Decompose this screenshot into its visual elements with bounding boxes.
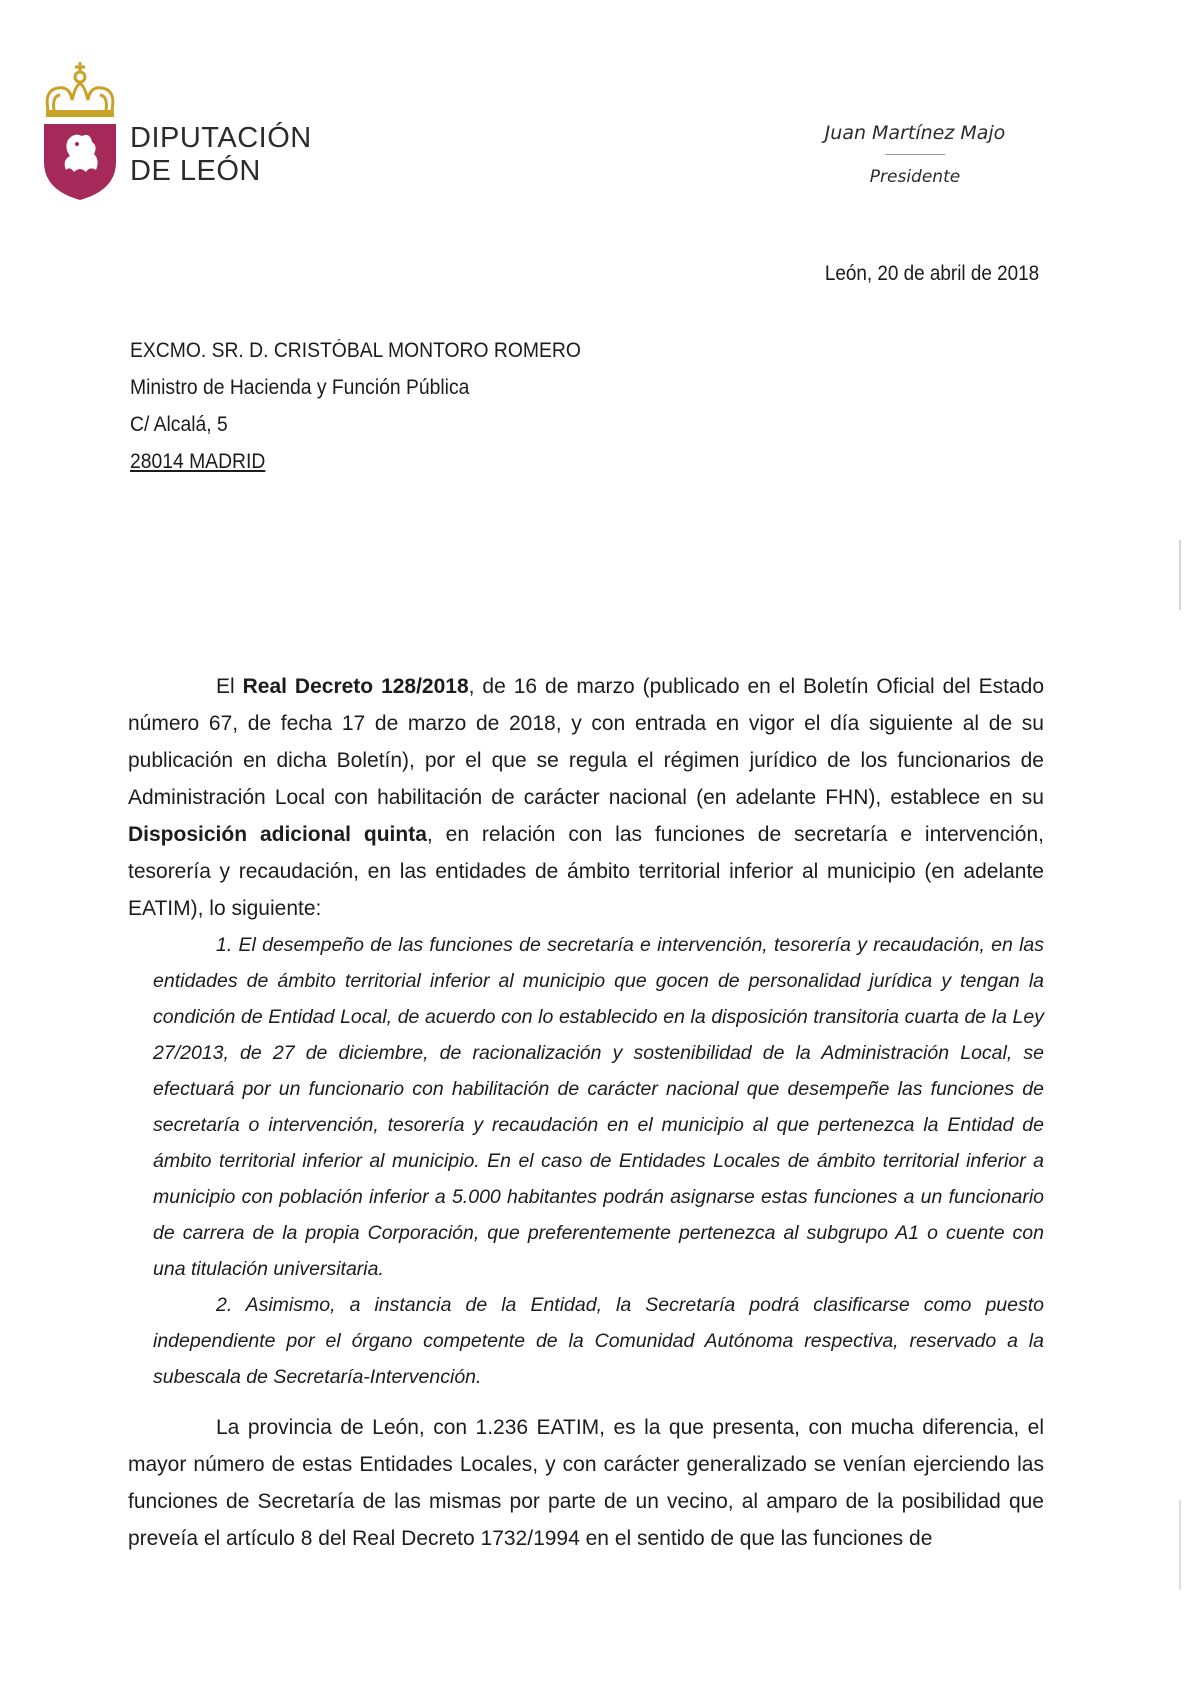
org-name-line1: DIPUTACIÓN (130, 122, 312, 154)
quoted-clause-1: 1. El desempeño de las funciones de secretaría e intervención, tesorería y recaudación, en las entidades de ámbito territorial inferior al municipio que gocen de personalidad jurídica y tengan la condición de Entidad Local, de acuerdo con lo establecido en la disposición transitoria cuarta de la Ley 27/2013, de 27 de diciembre, de racionalización y sostenibilidad de la Administración Local, se efectuará por un funcionario con habilitación de carácter nacional que desempeñe las funciones de secretaría o intervención, tesorería y recaudación en el municipio al que pertenezca la Entidad de ámbito territorial inferior al municipio. En el caso de Entidades Locales de ámbito territorial inferior a municipio con población inferior a 5.000 habitantes podrán asignarse estas funciones a un funcionario de carrera de la propia Corporación, que preferentemente pertenezca al subgrupo A1 o cuente con una titulación universitaria. (153, 934, 1044, 1280)
p1-bold-provision: Disposición adicional quinta (128, 823, 427, 846)
recipient-address (130, 332, 620, 480)
coat-of-arms-icon (40, 62, 120, 202)
letter-body (128, 668, 1044, 1557)
recipient-line4 (130, 443, 581, 480)
scan-edge-mark (1179, 540, 1181, 610)
letter-date: León, 20 de abril de 2018 (824, 262, 1039, 285)
signatory (800, 122, 1030, 187)
signatory-role: Presidente (869, 167, 961, 187)
recipient-city: 28014 MADRID (130, 450, 266, 473)
p1-text-a: El (216, 675, 243, 698)
recipient-line2: Ministro de Hacienda y Función Pública (130, 376, 470, 399)
letterhead (40, 62, 340, 222)
scan-edge-mark (1179, 1500, 1181, 1590)
signatory-name: Juan Martínez Majo (824, 122, 1006, 144)
paragraph-1 (128, 668, 1044, 927)
org-name-line2: DE LEÓN (130, 155, 261, 187)
signatory-divider (885, 154, 945, 155)
recipient-line1: EXCMO. SR. D. CRISTÓBAL MONTORO ROMERO (130, 339, 581, 362)
p1-bold-decree: Real Decreto 128/2018 (242, 675, 469, 698)
recipient-line3: C/ Alcalá, 5 (130, 413, 228, 436)
quoted-clause-2: 2. Asimismo, a instancia de la Entidad, la Secretaría podrá clasificarse como puesto independiente por el órgano competente de la Comunidad Autónoma respectiva, reservado a la subescala de Secretaría-Intervención. (153, 1294, 1044, 1388)
org-name (130, 122, 312, 188)
paragraph-2: La provincia de León, con 1.236 EATIM, es la que presenta, con mucha diferencia, el mayor número de estas Entidades Locales, y con carácter generalizado se venían ejerciendo las funciones de Secretaría de las mismas por parte de un vecino, al amparo de la posibilidad que preveía el artículo 8 del Real Decreto 1732/1994 en el sentido de que las funciones de (128, 1416, 1044, 1550)
p1-text-c: , de 16 de marzo (publicado en el Boletín Oficial del Estado número 67, de fecha 17 de marzo de 2018, y con entrada en vigor el día siguiente al de su publicación en dicha Boletín), por el que se regula el régimen jurídico de los funcionarios de Administración Local con habilitación de carácter nacional (en adelante FHN), establece en su (128, 675, 1044, 809)
p1-text-e: , en relación con las funciones de secretaría e intervención, tesorería y recaudación, en las entidades de ámbito territorial inferior al municipio (en adelante EATIM), lo siguiente: (128, 823, 1045, 920)
